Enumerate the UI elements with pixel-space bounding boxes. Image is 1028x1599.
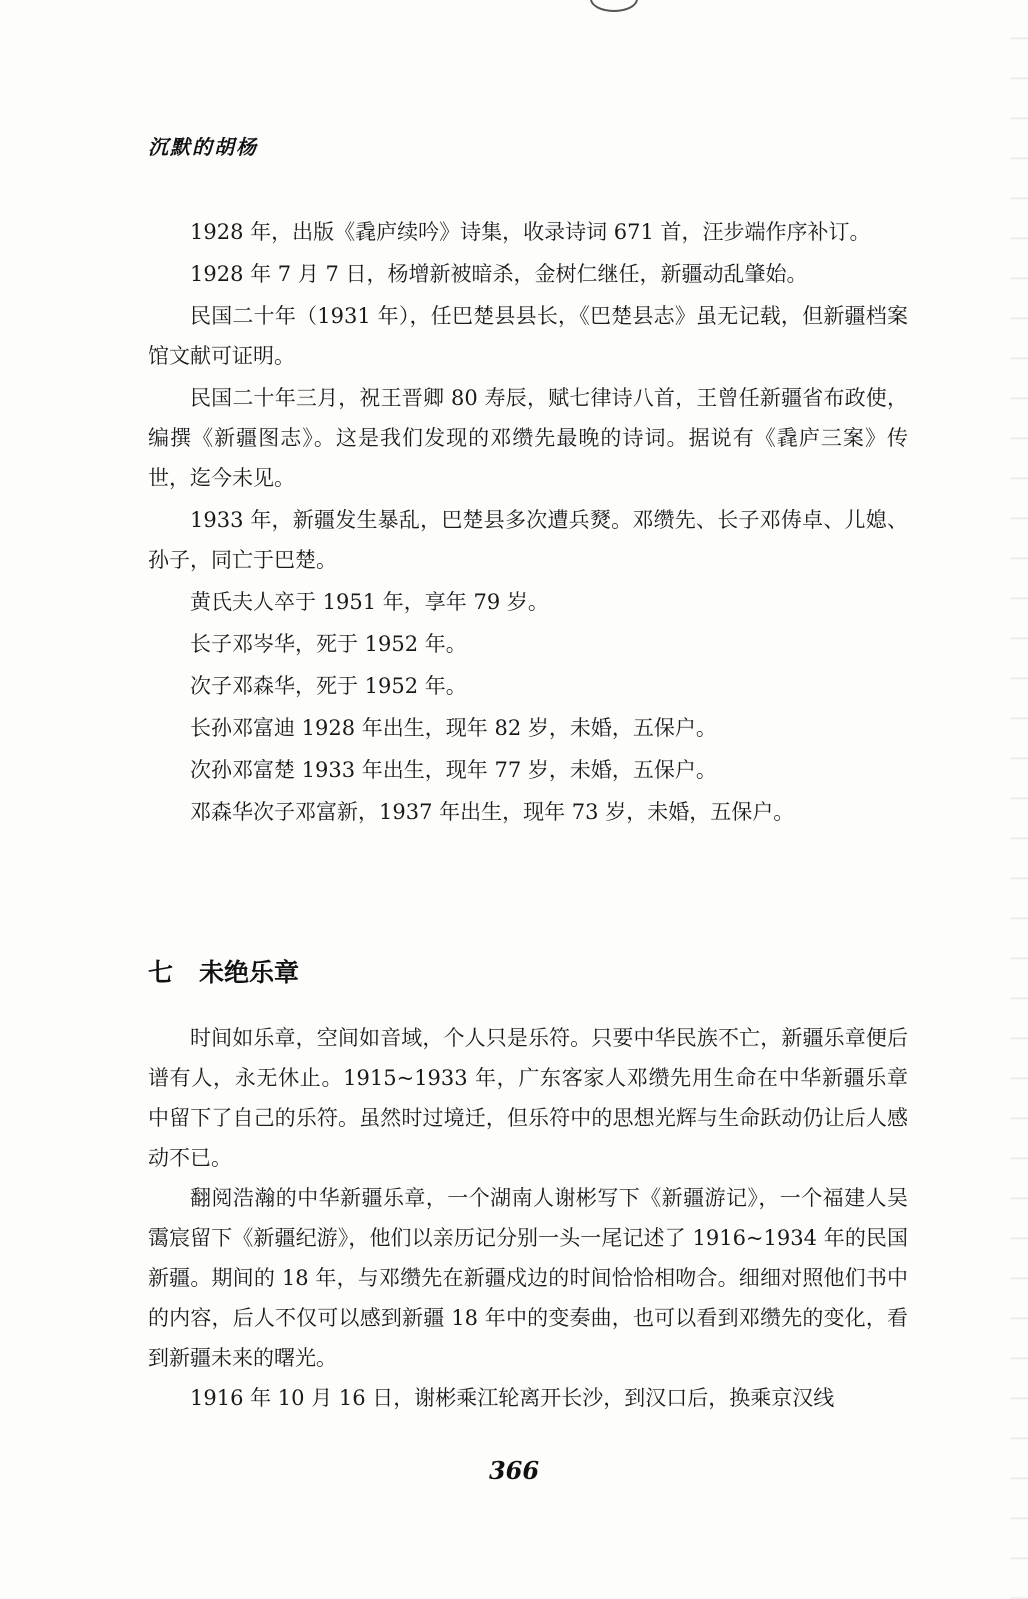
running-head: 沉默的胡杨 <box>148 135 258 159</box>
paragraph: 时间如乐章，空间如音域，个人只是乐符。只要中华民族不亡，新疆乐章便后谱有人，永无休止。1915~1933 年，广东客家人邓缵先用生命在中华新疆乐章中留下了自己的乐符。虽然时过境迁，但乐符中的思想光辉与生命跃动仍让后人感动不已。 <box>148 1026 908 1170</box>
paragraph: 黄氏夫人卒于 1951 年，享年 79 岁。 <box>190 590 549 614</box>
paragraph: 次孙邓富楚 1933 年出生，现年 77 岁，未婚，五保户。 <box>190 758 717 782</box>
chronology-block <box>148 212 908 834</box>
paragraph: 1916 年 10 月 16 日，谢彬乘江轮离开长沙，到汉口后，换乘京汉线 <box>190 1386 835 1410</box>
paragraph: 次子邓森华，死于 1952 年。 <box>190 674 467 698</box>
paragraph: 1928 年 7 月 7 日，杨增新被暗杀，金树仁继任，新疆动乱肇始。 <box>190 262 808 286</box>
paragraph: 长孙邓富迪 1928 年出生，现年 82 岁，未婚，五保户。 <box>190 716 717 740</box>
paragraph: 1928 年，出版《毳庐续吟》诗集，收录诗词 671 首，汪步端作序补订。 <box>190 220 871 244</box>
paragraph: 1933 年，新疆发生暴乱，巴楚县多次遭兵燹。邓缵先、长子邓俦卓、儿媳、孙子，同亡于巴楚。 <box>148 508 908 572</box>
section-title: 未绝乐章 <box>199 958 300 987</box>
paragraph: 民国二十年（1931 年），任巴楚县县长，《巴楚县志》虽无记载，但新疆档案馆文献可证明。 <box>148 304 908 368</box>
section-body <box>148 1018 908 1418</box>
paragraph: 邓森华次子邓富新，1937 年出生，现年 73 岁，未婚，五保户。 <box>190 800 795 824</box>
binding-mark <box>590 0 638 12</box>
page-edge <box>1010 0 1028 1599</box>
section-heading <box>148 953 299 989</box>
page-number: 366 <box>488 1456 540 1485</box>
paragraph: 民国二十年三月，祝王晋卿 80 寿辰，赋七律诗八首，王曾任新疆省布政使，编撰《新疆图志》。这是我们发现的邓缵先最晚的诗词。据说有《毳庐三案》传世，迄今未见。 <box>148 386 908 490</box>
section-number: 七 <box>148 958 174 987</box>
paragraph: 翻阅浩瀚的中华新疆乐章，一个湖南人谢彬写下《新疆游记》，一个福建人吴霭宸留下《新疆纪游》，他们以亲历记分别一头一尾记述了 1916~1934 年的民国新疆。期间的 18 年，与邓缵先在新疆戍边的时间恰恰相吻合。细细对照他们书中的内容，后人不仅可以感到新疆 18 年中的变奏曲，也可以看到邓缵先的变化，看到新疆未来的曙光。 <box>148 1186 908 1370</box>
paragraph: 长子邓岑华，死于 1952 年。 <box>190 632 467 656</box>
